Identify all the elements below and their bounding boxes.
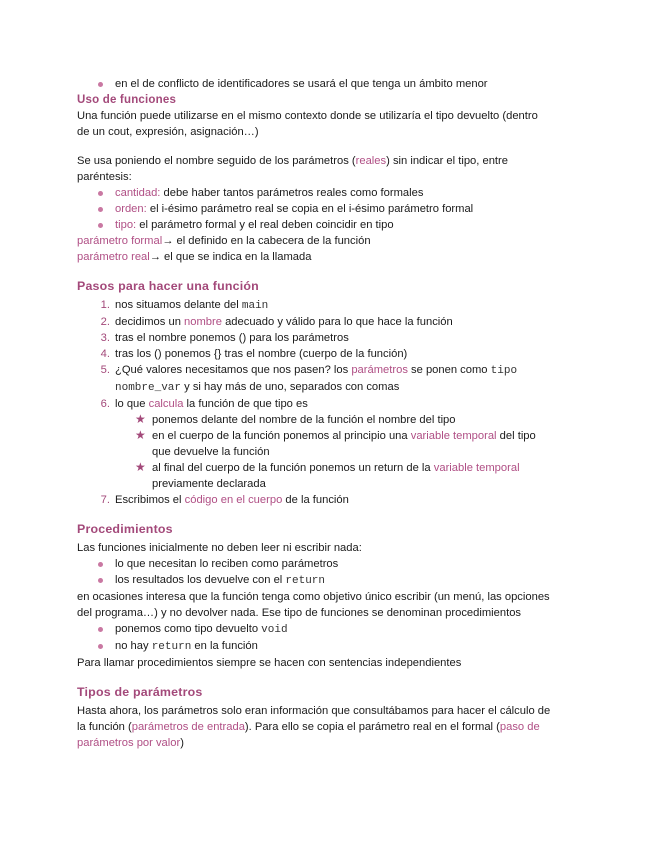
list-item: no hay return en la función bbox=[77, 638, 582, 655]
definition: parámetro formal→ el definido en la cabecera de la función bbox=[77, 235, 371, 247]
list-item: en el de conflicto de identificadores se usará el que tenga un ámbito menor bbox=[77, 76, 582, 92]
paragraph: Las funciones inicialmente no deben leer ni escribir nada: bbox=[77, 542, 362, 554]
paragraph: del programa…) y no devolver nada. Ese tipo de funciones se denominan procedimientos bbox=[77, 607, 522, 619]
section-heading-procedimientos: Procedimientos bbox=[77, 522, 173, 536]
paragraph: parámetros por valor) bbox=[77, 737, 184, 749]
list-item: ponemos como tipo devuelto void bbox=[77, 621, 582, 638]
star-icon: ★ bbox=[135, 412, 146, 426]
sub-list-item-continuation: previamente declarada bbox=[152, 478, 266, 490]
section-heading-tipos: Tipos de parámetros bbox=[77, 685, 203, 699]
list-item: tipo: el parámetro formal y el real deben coincidir en tipo bbox=[77, 217, 582, 233]
paragraph: Hasta ahora, los parámetros solo eran información que consultábamos para hacer el cálculo de bbox=[77, 705, 551, 717]
paragraph: de un cout, expresión, asignación…) bbox=[77, 126, 259, 138]
section-heading-pasos: Pasos para hacer una función bbox=[77, 279, 259, 293]
list-item: 6. lo que calcula la función de que tipo es bbox=[100, 398, 308, 410]
paragraph: Para llamar procedimientos siempre se hacen con sentencias independientes bbox=[77, 657, 462, 669]
star-icon: ★ bbox=[135, 428, 146, 442]
sub-list-item-continuation: que devuelve la función bbox=[152, 446, 270, 458]
list-item: 1. nos situamos delante del main bbox=[100, 299, 269, 312]
list-item-continuation: nombre_var y si hay más de uno, separados con comas bbox=[115, 381, 400, 394]
section-heading-uso: Uso de funciones bbox=[77, 94, 177, 106]
list-item: 3. tras el nombre ponemos () para los parámetros bbox=[100, 332, 349, 344]
list-item: los resultados los devuelve con el return bbox=[77, 572, 582, 589]
paragraph: paréntesis: bbox=[77, 171, 132, 183]
list-item: 5. ¿Qué valores necesitamos que nos pasen? los parámetros se ponen como tipo bbox=[100, 364, 518, 377]
definition: parámetro real→ el que se indica en la llamada bbox=[77, 251, 312, 263]
paragraph: Se usa poniendo el nombre seguido de los parámetros (reales) sin indicar el tipo, entre bbox=[77, 155, 508, 167]
list-item: 4. tras los () ponemos {} tras el nombre (cuerpo de la función) bbox=[100, 348, 408, 360]
sub-list-item: ★ ponemos delante del nombre de la función el nombre del tipo bbox=[135, 412, 456, 426]
sub-list-item: ★ en el cuerpo de la función ponemos al principio una variable temporal del tipo bbox=[135, 428, 536, 442]
paragraph: Una función puede utilizarse en el mismo contexto donde se utilizaría el tipo devuelto (dentro bbox=[77, 110, 538, 122]
list-item: 2. decidimos un nombre adecuado y válido para lo que hace la función bbox=[100, 316, 453, 328]
sub-list-item: ★ al final del cuerpo de la función ponemos un return de la variable temporal bbox=[135, 460, 520, 474]
list-item: cantidad: debe haber tantos parámetros reales como formales bbox=[77, 185, 582, 201]
document-page bbox=[77, 76, 582, 751]
list-item: lo que necesitan lo reciben como parámetros bbox=[77, 556, 582, 572]
paragraph: en ocasiones interesa que la función tenga como objetivo único escribir (un menú, las opciones bbox=[77, 591, 550, 603]
paragraph: la función (parámetros de entrada). Para ello se copia el parámetro real en el formal (paso de bbox=[77, 721, 540, 733]
list-item: 7. Escribimos el código en el cuerpo de la función bbox=[100, 494, 349, 506]
list-item: orden: el i-ésimo parámetro real se copia en el i-ésimo parámetro formal bbox=[77, 201, 582, 217]
star-icon: ★ bbox=[135, 460, 146, 474]
